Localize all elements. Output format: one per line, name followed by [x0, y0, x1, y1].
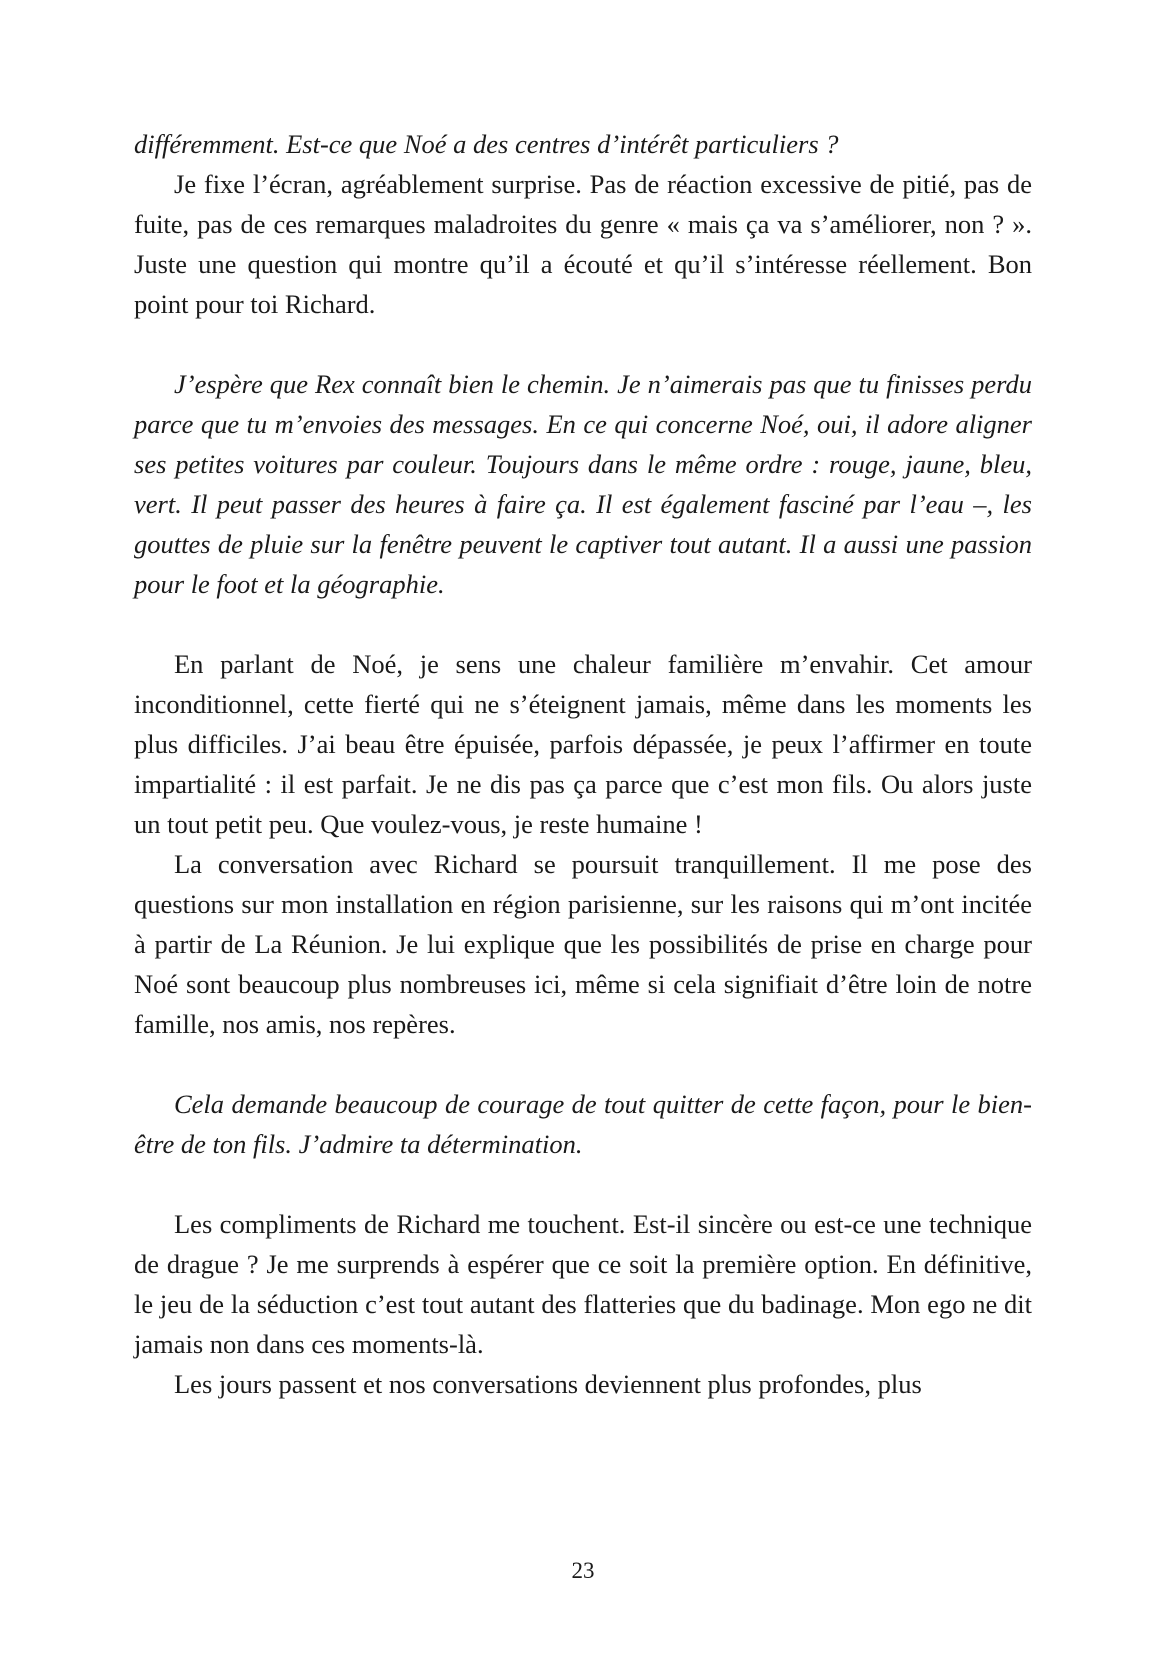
paragraph-gap — [134, 604, 1032, 644]
paragraph-2: Je fixe l’écran, agréablement surprise. Pas de réaction excessive de pitié, pas de fuite, pas de ces remarques maladroites du genre « mais ça va s’améliorer, non ? ». Juste une question qui montre qu’il a écouté et qu’il s’intéresse réellement. Bon point pour toi Richard. — [134, 169, 1032, 319]
paragraph-gap — [134, 1044, 1032, 1084]
paragraph-8: Les jours passent et nos conversations deviennent plus profondes, plus — [174, 1369, 922, 1399]
paragraph-4: En parlant de Noé, je sens une chaleur familière m’envahir. Cet amour inconditionnel, cette fierté qui ne s’éteignent jamais, même dans les moments les plus difficiles. J’ai beau être épuisée, parfois dépassée, je peux l’affirmer en toute impartialité : il est parfait. Je ne dis pas ça parce que c’est mon fils. Ou alors juste un tout petit peu. Que voulez-vous, je reste humaine ! — [134, 649, 1032, 839]
paragraph-gap — [134, 324, 1032, 364]
paragraph-1: différemment. Est-ce que Noé a des centres d’intérêt particuliers ? — [134, 129, 839, 159]
paragraph-6: Cela demande beaucoup de courage de tout quitter de cette façon, pour le bien-être de ton fils. J’admire ta détermination. — [134, 1089, 1032, 1159]
page-number: 23 — [571, 1558, 595, 1583]
paragraph-gap — [134, 1164, 1032, 1204]
page-body — [134, 124, 1032, 1404]
paragraph-5: La conversation avec Richard se poursuit tranquillement. Il me pose des questions sur mon installation en région parisienne, sur les raisons qui m’ont incitée à partir de La Réunion. Je lui explique que les possibilités de prise en charge pour Noé sont beaucoup plus nombreuses ici, même si cela signifiait d’être loin de notre famille, nos amis, nos repères. — [134, 849, 1032, 1039]
paragraph-7: Les compliments de Richard me touchent. Est-il sincère ou est-ce une technique de drague ? Je me surprends à espérer que ce soit la première option. En définitive, le jeu de la séduction c’est tout autant des flatteries que du badinage. Mon ego ne dit jamais non dans ces moments-là. — [134, 1209, 1032, 1359]
paragraph-3: J’espère que Rex connaît bien le chemin. Je n’aimerais pas que tu finisses perdu parce que tu m’envoies des messages. En ce qui concerne Noé, oui, il adore aligner ses petites voitures par couleur. Toujours dans le même ordre : rouge, jaune, bleu, vert. Il peut passer des heures à faire ça. Il est également fasciné par l’eau –, les gouttes de pluie sur la fenêtre peuvent le captiver tout autant. Il a aussi une passion pour le foot et la géographie. — [134, 369, 1032, 599]
